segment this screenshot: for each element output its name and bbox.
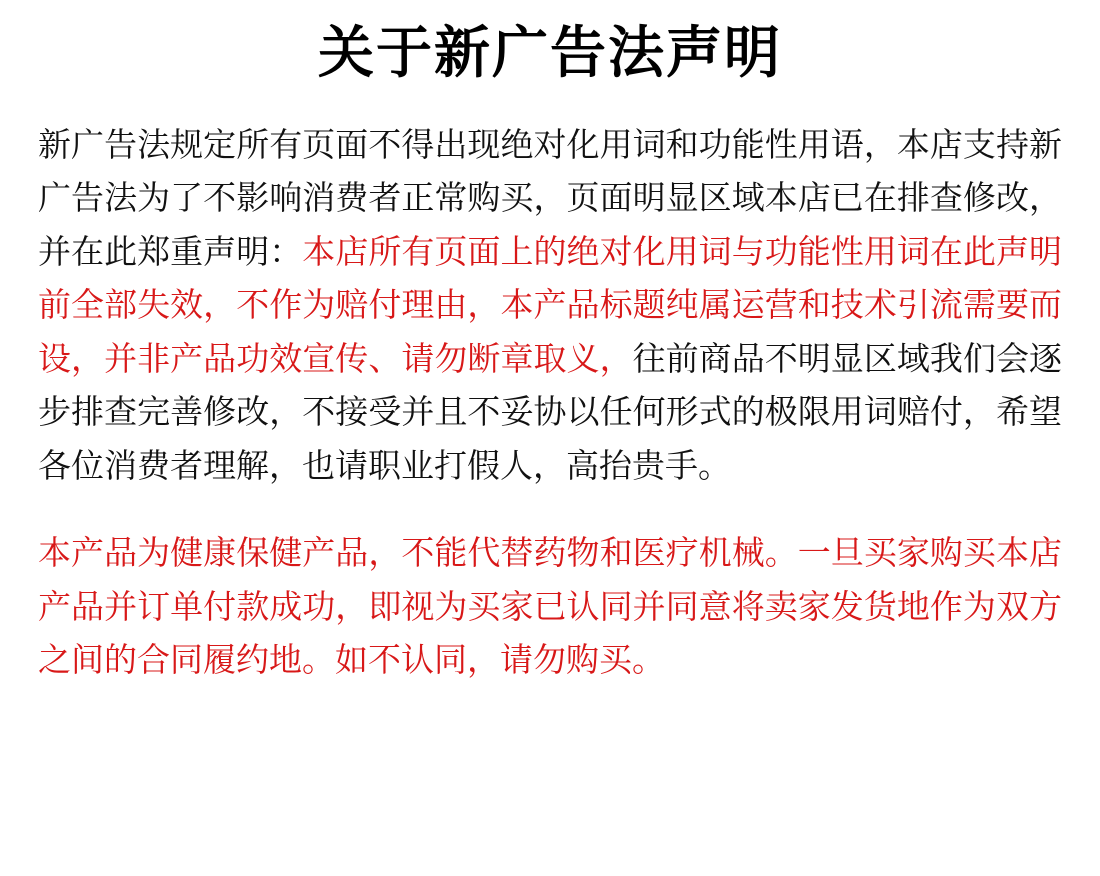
page-title: 关于新广告法声明 [318,21,782,84]
text-segment-highlight: 本产品为健康保健产品，不能代替药物和医疗机械。一旦买家购买本店产品并订单付款成功，即视为买家已认同并同意将卖家发货地作为双方之间的合同履约地。如不认同，请勿购买。 [38,534,1062,679]
advertising-law-statement-paragraph [38,118,1062,492]
document-body [38,118,1062,687]
health-product-disclaimer-paragraph [38,526,1062,686]
text-segment-highlight: 本店所有页面上的绝对化用词与功能性用词在此声明前全部失效，不作为赔付理由，本产品标题纯属运营和技术引流需要而设，并非产品功效宣传、请勿断章取义， [38,232,1063,377]
text-segment-normal: 往前商品不明显区域我们会逐步排查完善修改，不接受并且不妥协以任何形式的极限用词赔付，希望各位消费者理解，也请职业打假人，高抬贵手。 [38,339,1063,484]
text-segment-normal: 新广告法规定所有页面不得出现绝对化用词和功能性用语，本店支持新广告法为了不影响消费者正常购买，页面明显区域本店已在排查修改，并在此郑重声明： [38,126,1062,270]
